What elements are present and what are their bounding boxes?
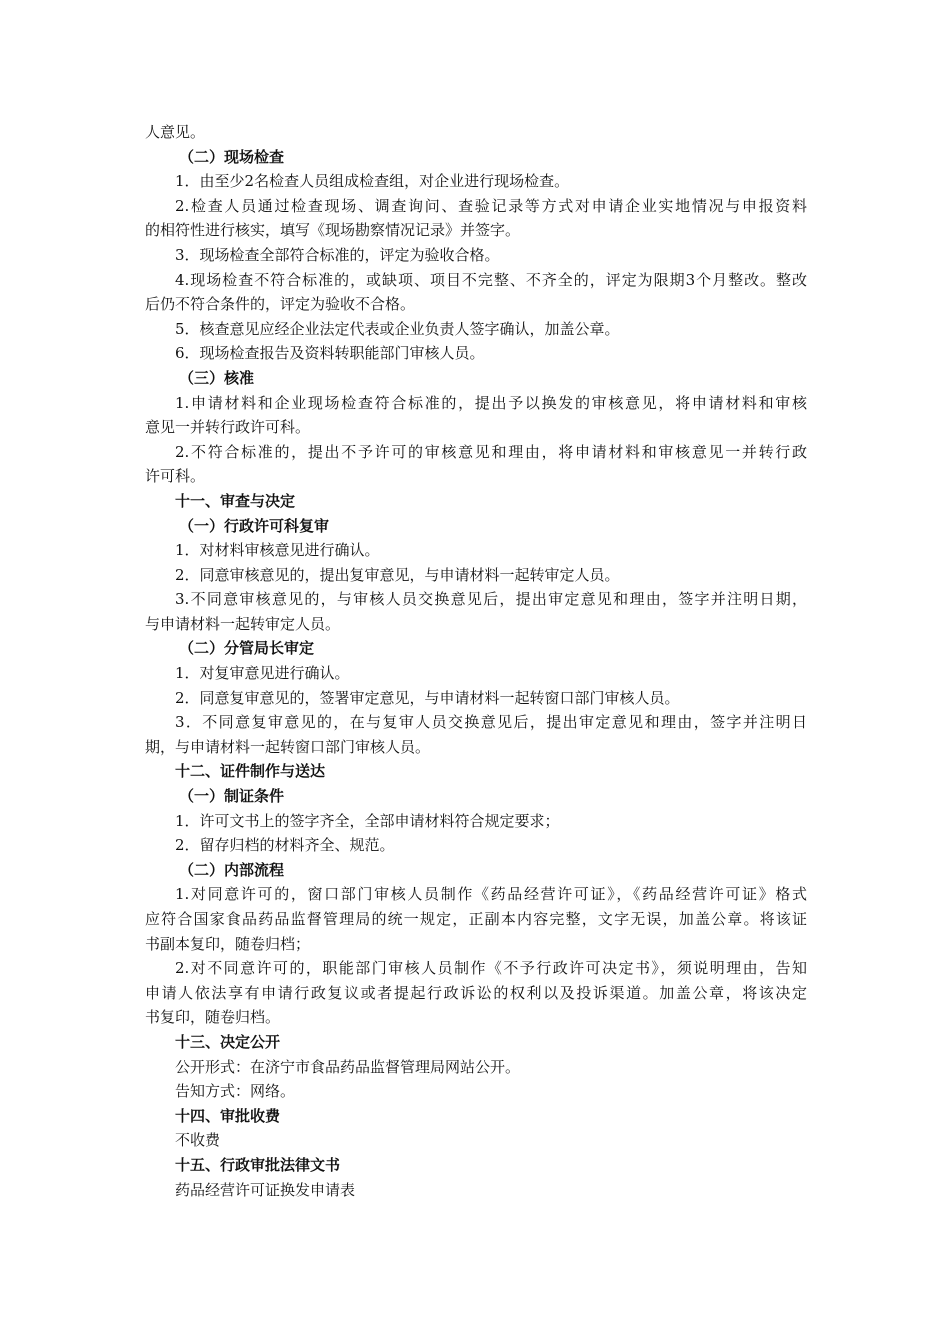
text-line: 2.不符合标准的，提出不予许可的审核意见和理由，将申请材料和审核意见一并转行政	[175, 442, 807, 461]
text-line: 1．对复审意见进行确认。	[175, 664, 350, 683]
text-line: 与申请材料一起转审定人员。	[145, 614, 341, 633]
text-line: 2．同意审核意见的，提出复审意见，与申请材料一起转审定人员。	[175, 565, 620, 584]
text-line: 不收费	[175, 1131, 221, 1150]
section-heading: 十一、审查与决定	[175, 491, 296, 510]
text-line: 6．现场检查报告及资料转职能部门审核人员。	[175, 344, 485, 363]
text-line: 申请人依法享有申请行政复议或者提起行政诉讼的权利以及投诉渠道。加盖公章，将该决定	[145, 983, 807, 1002]
text-line: 后仍不符合条件的，评定为验收不合格。	[145, 295, 416, 314]
text-line: 药品经营许可证换发申请表	[175, 1180, 356, 1199]
text-line: 3．不同意复审意见的，在与复审人员交换意见后，提出审定意见和理由，签字并注明日	[175, 713, 807, 732]
text-line: 1.申请材料和企业现场检查符合标准的，提出予以换发的审核意见，将申请材料和审核	[175, 393, 807, 412]
section-heading: 十三、决定公开	[175, 1032, 281, 1051]
text-line: 1．许可文书上的签字齐全，全部申请材料符合规定要求；	[175, 811, 560, 830]
text-line: 人意见。	[145, 123, 206, 141]
text-line: 应符合国家食品药品监督管理局的统一规定，正副本内容完整，文字无误，加盖公章。将该证	[145, 910, 807, 928]
text-line: 3．现场检查全部符合标准的，评定为验收合格。	[175, 245, 500, 264]
text-line: 4.现场检查不符合标准的，或缺项、项目不完整、不齐全的，评定为限期3个月整改。整改	[175, 270, 807, 289]
text-line: 5．核查意见应经企业法定代表或企业负责人签字确认，加盖公章。	[175, 319, 620, 338]
section-heading: （一）制证条件	[179, 787, 285, 806]
text-line: 意见一并转行政许可科。	[145, 418, 311, 437]
section-heading: （一）行政许可科复审	[179, 516, 330, 535]
text-line: 期，与申请材料一起转窗口部门审核人员。	[145, 737, 431, 756]
text-line: 3.不同意审核意见的，与审核人员交换意见后，提出审定意见和理由，签字并注明日期，	[175, 590, 807, 609]
text-line: 公开形式：在济宁市食品药品监督管理局网站公开。	[175, 1057, 521, 1076]
document-body	[145, 120, 807, 1202]
section-heading: （二）分管局长审定	[179, 639, 315, 658]
text-line: 书副本复印，随卷归档；	[145, 934, 311, 953]
section-heading: （二）现场检查	[179, 147, 285, 166]
section-heading: 十二、证件制作与送达	[175, 762, 326, 781]
text-line: 告知方式：网络。	[175, 1082, 296, 1101]
section-heading: 十五、行政审批法律文书	[175, 1155, 341, 1174]
text-line: 2．留存归档的材料齐全、规范。	[175, 836, 395, 855]
text-line: 2.对不同意许可的，职能部门审核人员制作《不予行政许可决定书》，须说明理由，告知	[175, 959, 807, 978]
text-line: 许可科。	[145, 467, 206, 486]
text-line: 1．对材料审核意见进行确认。	[175, 541, 380, 560]
text-line: 书复印，随卷归档。	[145, 1008, 281, 1027]
text-line: 2.检查人员通过检查现场、调查询问、查验记录等方式对申请企业实地情况与申报资料	[175, 196, 807, 215]
text-line: 2．同意复审意见的，签署审定意见，与申请材料一起转窗口部门审核人员。	[175, 688, 680, 707]
text-line: 1．由至少2名检查人员组成检查组，对企业进行现场检查。	[175, 172, 570, 191]
section-heading: （二）内部流程	[179, 860, 285, 879]
section-heading: （三）核准	[179, 368, 255, 387]
section-heading: 十四、审批收费	[175, 1106, 281, 1125]
text-line: 1.对同意许可的，窗口部门审核人员制作《药品经营许可证》，《药品经营许可证》格式	[175, 885, 807, 904]
text-line: 的相符性进行核实，填写《现场勘察情况记录》并签字。	[145, 221, 521, 240]
